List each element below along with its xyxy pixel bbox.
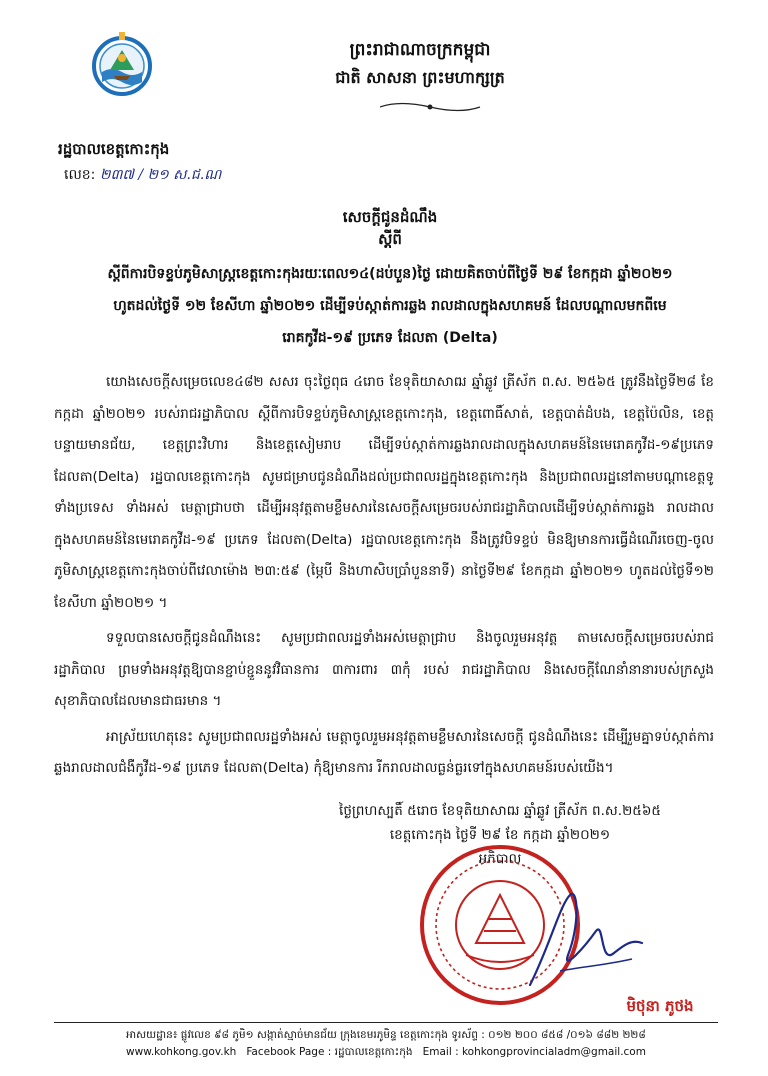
lunar-date: ថ្ងៃព្រហស្បតិ៍ ៥រោច ខែទុតិយាសាឍ ឆ្នាំឆ្លូវ ត្រីស័ក ព.ស.២៥៦៥ bbox=[339, 803, 661, 819]
website-link[interactable]: www.kohkong.gov.kh bbox=[126, 1046, 237, 1058]
facebook-link[interactable]: រដ្ឋបាលខេត្តកោះកុង bbox=[334, 1046, 413, 1058]
signature-icon bbox=[530, 894, 642, 985]
paragraph-reference: យោងសេចក្តីសម្រេចលេខ៤៨២ សសរ ចុះថ្ងៃពុធ ៤រោច ខែទុតិយាសាឍ ឆ្នាំឆ្លូវ ត្រីស័ក ព.ស. ២៥៦៥ ត្រូវនឹងថ្ងៃទី២៨ ខែកក្កដា ឆ្នាំ២០២១ របស់រាជរដ្ឋាភិបាល ស្តីពីការបិទខ្ទប់ភូមិសាស្ត្រខេត្តកោះកុង, ខេត្តពោធិ៍សាត់, ខេត្តបាត់ដំបង, ខេត្តប៉ៃលិន, ខេត្តបន្ទាយមានជ័យ, ខេត្តព្រះវិហារ និងខេត្តសៀមរាប ដើម្បីទប់ស្កាត់ការឆ្លងរាលដាលក្នុងសហគមន៍នៃមេរោគកូវីដ-១៩ប្រភេទ ដែលតា(Delta) រដ្ឋបាលខេត្តកោះកុង សូមជម្រាបជូនដំណឹងដល់ប្រជាពលរដ្ឋក្នុងខេត្តកោះកុង និងប្រជាពលរដ្ឋនៅតាមបណ្តាខេត្តទូទាំងប្រទេស ទាំងអស់ មេត្តាជ្រាបថា ដើម្បីអនុវត្តតាមខ្លឹមសារនៃសេចក្តីសម្រេចរបស់រាជរដ្ឋាភិបាលដើម្បីទប់ស្កាត់ការឆ្លង រាលដាលក្នុងសហគមន៍នៃមេរោគកូវីដ-១៩ ប្រភេទ ដែលតា(Delta) រដ្ឋបាលខេត្តកោះកុង នឹងត្រូវបិទខ្ទប់ មិនឱ្យមានការធ្វើដំណើរចេញ-ចូលភូមិសាស្ត្រខេត្តកោះកុងចាប់ពីវេលាម៉ោង ២៣:៥៩ (ម្ភៃបី និងហាសិបប្រាំបួននាទី) នាថ្ងៃទី២៩ ខែកក្កដា ឆ្នាំ២០២១ ហូតដល់ថ្ងៃទី១២ ខែសីហា ឆ្នាំ២០២១ ។ bbox=[54, 374, 714, 611]
email-label: Email : bbox=[422, 1046, 459, 1058]
footer-address: អាសយដ្ឋាន៖ ផ្លូវលេខ ៩៨ ភូមិ១ សង្កាត់ស្មាច់មានជ័យ ក្រុងខេមរភូមិន្ទ ខេត្តកោះកុង ទូរស័ព្ទ : ០១២ ២០០ ៨៥៨ /០១៦ ៨៨២ ២២៨ bbox=[126, 1029, 646, 1041]
facebook-label: Facebook Page : bbox=[246, 1046, 332, 1058]
seal-and-signature bbox=[410, 835, 660, 1010]
signer-position: អភិបាល bbox=[478, 851, 522, 867]
paragraph-conclusion: អាស្រ័យហេតុនេះ សូមប្រជាពលរដ្ឋទាំងអស់ មេត្តាចូលរួមអនុវត្តតាមខ្លឹមសារនៃសេចក្តី ជូនដំណឹងនេះ ដើម្បីរួមគ្នាទប់ស្កាត់ការឆ្លងរាលដាលជំងឺកូវីដ-១៩ ប្រភេទ ដែលតា(Delta) កុំឱ្យមានការ រីករាលដាលធ្ងន់ធ្ងរទៅក្នុងសហគមន៍របស់យើង។ bbox=[54, 728, 714, 776]
footer-divider bbox=[54, 1022, 718, 1023]
document-subject: ស្តីពីការបិទខ្ទប់ភូមិសាស្ត្រខេត្តកោះកុងរយៈពេល១៤(ដប់បួន)ថ្ងៃ ដោយគិតចាប់ពីថ្ងៃទី ២៩ ខែកក្កដា ឆ្នាំ២០២១ ហូតដល់ថ្ងៃទី ១២ ខែសីហា ឆ្នាំ២០២១ ដើម្បីទប់ស្កាត់ការឆ្លង រាលដាលក្នុងសហគមន៍ ដែលបណ្តាលមកពីមេរោគកូវីដ-១៩ ប្រភេទ ដែលតា (Delta) bbox=[107, 266, 673, 346]
title-main: សេចក្តីជូនដំណឹង bbox=[342, 208, 438, 226]
kingdom-name: ព្រះរាជាណាចក្រកម្ពុជា bbox=[349, 40, 491, 60]
national-motto: ជាតិ សាសនា ព្រះមហាក្សត្រ bbox=[335, 68, 505, 87]
document-body bbox=[54, 367, 714, 789]
solar-date: ខេត្តកោះកុង ថ្ងៃទី ២៩ ខែ កក្កដា ឆ្នាំ២០២១ bbox=[389, 827, 611, 843]
document-title bbox=[200, 206, 580, 250]
signer-name: មិថុនា ភូថង bbox=[626, 997, 694, 1015]
footer-links bbox=[54, 1044, 718, 1061]
issuing-office: រដ្ឋបាលខេត្តកោះកុង bbox=[58, 140, 170, 158]
title-regarding: ស្តីពី bbox=[378, 230, 402, 248]
reference-number bbox=[64, 165, 304, 185]
email-link[interactable]: kohkongprovincialadm@gmail.com bbox=[461, 1046, 646, 1058]
ornament-divider bbox=[370, 100, 490, 114]
paragraph-instructions: ទទួលបានសេចក្តីជូនដំណឹងនេះ សូមប្រជាពលរដ្ឋទាំងអស់មេត្តាជ្រាប និងចូលរួមអនុវត្ត តាមសេចក្តីសម្រេចរបស់រាជរដ្ឋាភិបាល ព្រមទាំងអនុវត្តឱ្យបានខ្ជាប់ខ្ជួននូវវិធានការ ៣ការពារ ៣កុំ របស់ រាជរដ្ឋាភិបាល និងសេចក្តីណែនាំនានារបស់ក្រសួងសុខាភិបាលដែលមានជាធរមាន ។ bbox=[54, 630, 714, 709]
reference-label: លេខ: bbox=[64, 167, 96, 183]
reference-value: ២៣៧ / ២១ ស.ជ.ណ bbox=[99, 167, 222, 183]
kingdom-header bbox=[230, 36, 610, 92]
footer-contact bbox=[54, 1027, 718, 1061]
provincial-logo bbox=[92, 30, 152, 110]
